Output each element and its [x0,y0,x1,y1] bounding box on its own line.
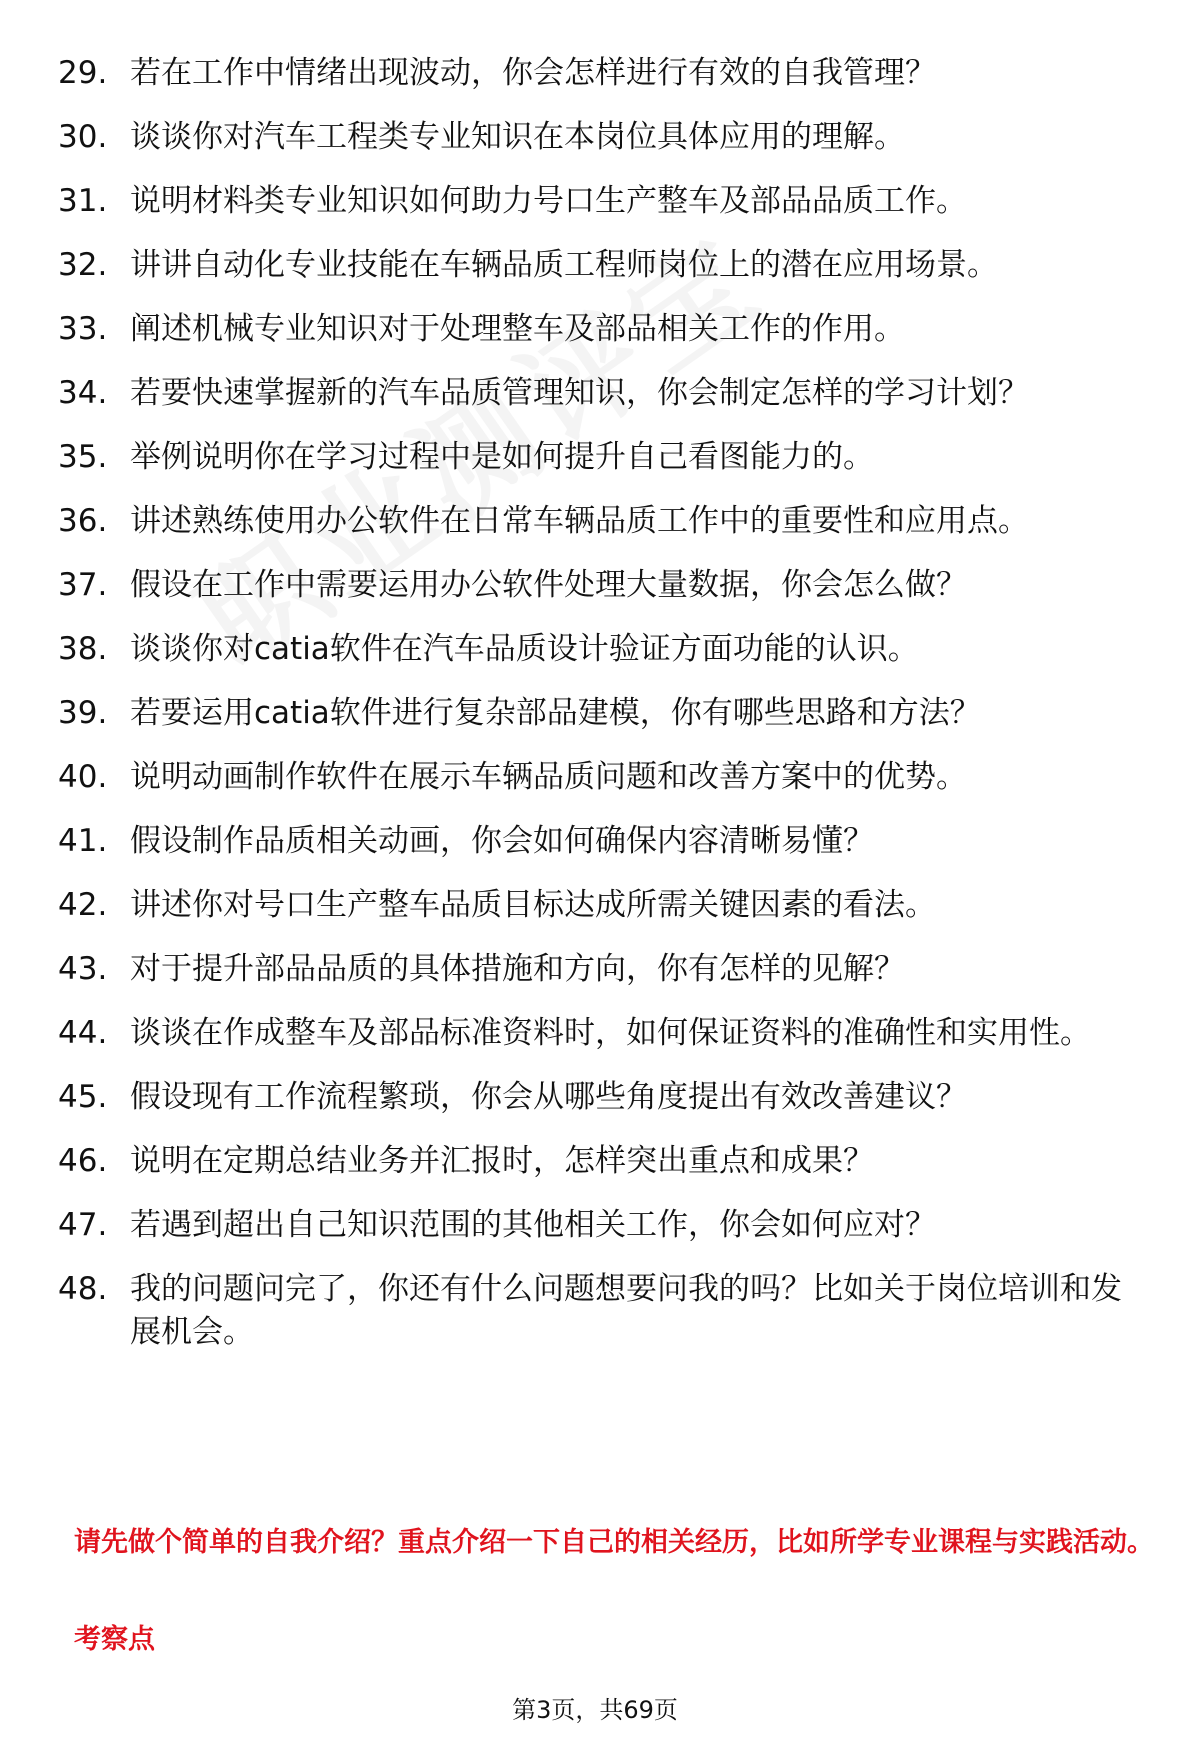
list-item [58,884,1148,927]
list-item [58,948,1148,991]
question-number: 48. [58,1271,108,1307]
list-item [58,564,1148,607]
list-item [58,1268,1148,1354]
question-text: 谈谈你对汽车工程类专业知识在本岗位具体应用的理解。 [130,119,905,155]
question-text: 若要运用catia软件进行复杂部品建模，你有哪些思路和方法？ [130,695,981,731]
list-item [58,500,1148,543]
section-label: 考察点 [74,1624,155,1655]
question-text: 假设现有工作流程繁琐，你会从哪些角度提出有效改善建议？ [130,1079,967,1115]
question-text: 假设制作品质相关动画，你会如何确保内容清晰易懂？ [130,823,874,859]
question-text: 讲讲自动化专业技能在车辆品质工程师岗位上的潜在应用场景。 [130,247,998,283]
list-item [58,1140,1148,1183]
question-number: 45. [58,1079,108,1115]
highlight-question: 请先做个简单的自我介绍？重点介绍一下自己的相关经历，比如所学专业课程与实践活动。 [74,1527,1154,1558]
question-text: 若在工作中情绪出现波动，你会怎样进行有效的自我管理？ [130,55,936,91]
question-number: 41. [58,823,108,859]
question-text: 说明材料类专业知识如何助力号口生产整车及部品品质工作。 [130,183,967,219]
question-text: 讲述熟练使用办公软件在日常车辆品质工作中的重要性和应用点。 [130,503,1029,539]
question-number: 34. [58,375,108,411]
question-number: 35. [58,439,108,475]
question-text: 讲述你对号口生产整车品质目标达成所需关键因素的看法。 [130,887,936,923]
list-item [58,116,1148,159]
question-text: 说明在定期总结业务并汇报时，怎样突出重点和成果？ [130,1143,874,1179]
list-item [58,244,1148,287]
question-text: 若要快速掌握新的汽车品质管理知识，你会制定怎样的学习计划？ [130,375,1029,411]
question-number: 30. [58,119,108,155]
list-item [58,628,1148,671]
question-text: 阐述机械专业知识对于处理整车及部品相关工作的作用。 [130,311,905,347]
question-number: 46. [58,1143,108,1179]
question-text: 对于提升部品品质的具体措施和方向，你有怎样的见解？ [130,951,905,987]
question-number: 40. [58,759,108,795]
question-text: 谈谈在作成整车及部品标准资料时，如何保证资料的准确性和实用性。 [130,1015,1091,1051]
question-number: 37. [58,567,108,603]
list-item [58,180,1148,223]
question-number: 42. [58,887,108,923]
question-text: 若遇到超出自己知识范围的其他相关工作，你会如何应对？ [130,1207,936,1243]
list-item [58,52,1148,95]
question-number: 38. [58,631,108,667]
list-item [58,1012,1148,1055]
list-item [58,820,1148,863]
question-text: 说明动画制作软件在展示车辆品质问题和改善方案中的优势。 [130,759,967,795]
question-list [58,52,1148,1375]
question-number: 31. [58,183,108,219]
list-item [58,308,1148,351]
list-item [58,1204,1148,1247]
question-text: 假设在工作中需要运用办公软件处理大量数据，你会怎么做？ [130,567,967,603]
list-item [58,372,1148,415]
question-text: 举例说明你在学习过程中是如何提升自己看图能力的。 [130,439,874,475]
question-number: 43. [58,951,108,987]
question-text: 谈谈你对catia软件在汽车品质设计验证方面功能的认识。 [130,631,919,667]
question-number: 33. [58,311,108,347]
question-number: 36. [58,503,108,539]
list-item [58,1076,1148,1119]
question-number: 39. [58,695,108,731]
question-number: 29. [58,55,108,91]
list-item [58,692,1148,735]
question-number: 32. [58,247,108,283]
question-number: 47. [58,1207,108,1243]
question-text: 我的问题问完了，你还有什么问题想要问我的吗？比如关于岗位培训和发展机会。 [130,1271,1122,1350]
list-item [58,436,1148,479]
list-item [58,756,1148,799]
question-number: 44. [58,1015,108,1051]
page-number: 第3页，共69页 [512,1696,678,1724]
